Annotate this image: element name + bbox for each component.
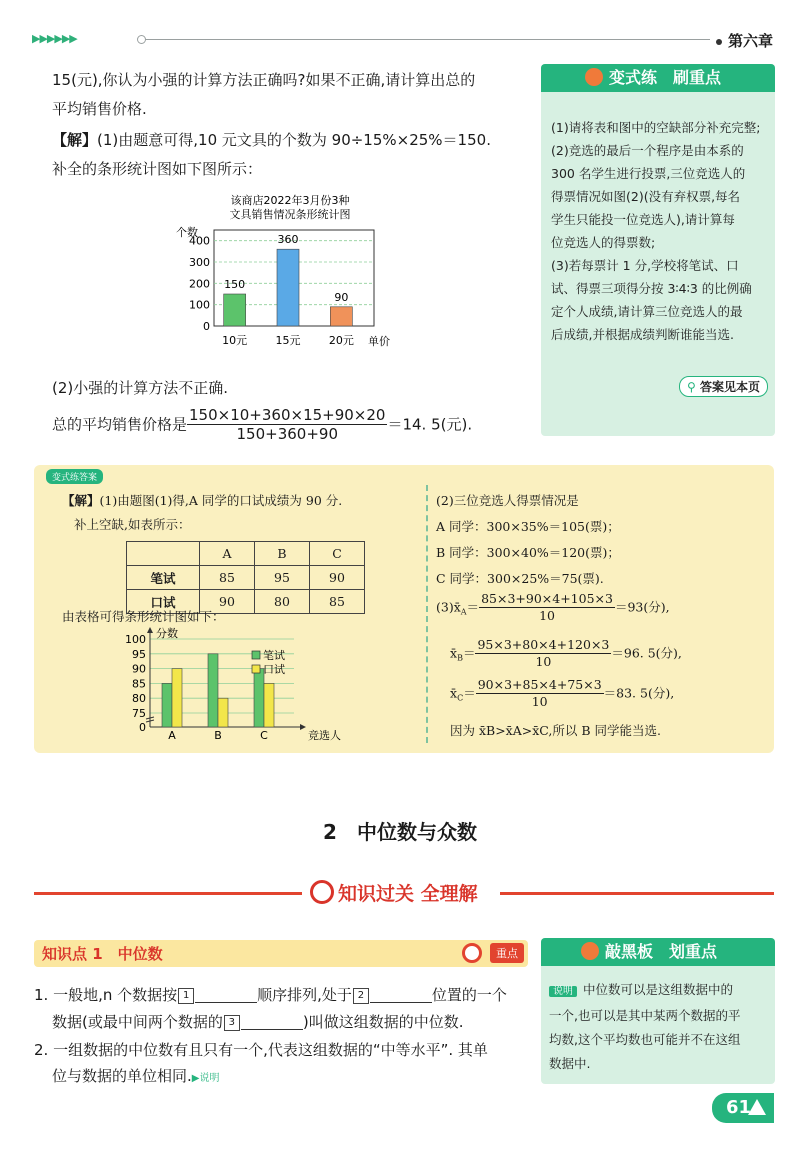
exercise-line: 位竞选人的得票数; — [551, 235, 656, 250]
answer-right-line-3: B 同学：300×40%＝120(票)； — [436, 545, 620, 560]
header-dot — [137, 35, 146, 44]
average-result: ＝14. 5(元). — [387, 415, 473, 434]
x-tick-label: A — [168, 729, 176, 742]
chart1-ticks — [189, 235, 210, 333]
table-cell: 口试 — [127, 590, 200, 614]
mean-b-fraction — [475, 637, 611, 670]
chart2-xlabel: 竞选人 — [308, 729, 341, 742]
table-cell: 笔试 — [127, 566, 200, 590]
blackboard-header — [541, 938, 775, 966]
mean-a-sub: A — [460, 607, 467, 617]
y-tick-label: 0 — [203, 320, 210, 333]
mean-a-symbol: (3)x̄ — [436, 599, 461, 615]
bar — [224, 294, 246, 326]
blackboard-line: 数据中. — [549, 1056, 591, 1071]
solution-line-1 — [52, 128, 491, 152]
y-tick-label: 75 — [132, 707, 146, 720]
answer-right-line-7 — [450, 677, 674, 710]
y-tick-label: 0 — [139, 721, 146, 734]
fill-blank[interactable] — [241, 1013, 303, 1030]
mean-a-result: ＝93(分), — [614, 599, 670, 615]
exercise-panel — [541, 64, 775, 436]
answer-left-line-2: 补上空缺,如表所示： — [74, 517, 191, 532]
score-bar-chart — [112, 627, 372, 745]
knowledge-line-2 — [52, 1010, 463, 1034]
average-fraction — [187, 406, 387, 443]
mean-c-result: ＝83. 5(分), — [603, 685, 675, 701]
bar — [264, 683, 274, 727]
answer-link-pill[interactable] — [679, 376, 768, 397]
knowledge-text: 数据(或最中间两个数据的 — [52, 1013, 223, 1031]
table-cell — [127, 542, 200, 566]
y-tick-label: 100 — [189, 298, 210, 312]
answer-right-line-2: A 同学：300×35%＝105(票)； — [436, 519, 620, 534]
spiral-icon — [310, 880, 334, 904]
answer-box-tag: 变式练答案 — [46, 469, 103, 484]
legend-swatch-oral — [252, 665, 260, 673]
bar — [218, 698, 228, 727]
mean-c-denominator: 10 — [531, 694, 548, 709]
exercise-panel-header — [541, 64, 775, 92]
answer-right-line-1: (2)三位竞选人得票情况是 — [436, 493, 579, 508]
solution-text-1: (1)由题意可得,10 元文具的个数为 90÷15%×25%＝150. — [97, 131, 491, 149]
y-tick-label: 400 — [189, 234, 210, 248]
mean-b-sub: B — [457, 653, 463, 663]
chart2-y-arrow — [147, 627, 153, 633]
average-formula — [52, 406, 472, 443]
solution-line-3: (2)小强的计算方法不正确. — [52, 379, 229, 397]
mean-b-numerator: 95×3+80×4+120×3 — [477, 637, 610, 652]
blackboard-text: 中位数可以是这组数据中的 — [583, 982, 734, 997]
exercise-line: (3)若每票计 1 分,学校将笔试、口 — [551, 258, 739, 273]
y-tick-label: 80 — [132, 692, 146, 706]
blackboard-lines — [549, 978, 740, 1076]
table-cell: 85 — [200, 566, 255, 590]
mean-a-eq: ＝ — [466, 599, 480, 615]
y-tick-label: 300 — [189, 256, 210, 269]
average-numerator: 150×10+360×15+90×20 — [189, 406, 386, 424]
answer-link-label: 答案见本页 — [699, 380, 760, 394]
table-row — [127, 542, 365, 566]
band-line-right — [500, 892, 774, 895]
answer-left-line-1 — [62, 491, 342, 511]
average-denominator: 150+360+90 — [236, 425, 338, 443]
band-line-left — [34, 892, 302, 895]
mean-b-result: ＝96. 5(分), — [611, 645, 682, 661]
bar — [172, 669, 182, 727]
chart2-xlabels — [168, 729, 268, 742]
note-tag: 说明 — [549, 986, 577, 997]
mean-c-symbol: x̄ — [450, 685, 458, 701]
mean-a-fraction — [479, 591, 615, 624]
knowledge-text: 位置的一个 — [431, 986, 507, 1004]
answer-box — [34, 465, 774, 753]
exercise-line: (2)竞选的最后一个程序是由本系的 — [551, 143, 744, 158]
legend-swatch-written — [252, 651, 260, 659]
table-cell: 85 — [310, 590, 365, 614]
bar — [330, 307, 352, 326]
knowledge-bar — [34, 940, 528, 967]
knowledge-text: 顺序排列,处于 — [257, 986, 352, 1004]
x-tick-label: C — [260, 729, 268, 742]
bar — [277, 249, 299, 326]
bar — [208, 654, 218, 727]
knowledge-line-1 — [34, 983, 507, 1007]
blackboard-line: 一个,也可以是其中某两个数据的平 — [549, 1008, 741, 1023]
explanation-note[interactable]: ▶说明 — [191, 1073, 220, 1084]
score-table — [126, 541, 365, 614]
band-title-text: 知识过关 全理解 — [338, 883, 478, 905]
table-cell: C — [310, 542, 365, 566]
question-line-1: 15(元),你认为小强的计算方法正确吗?如果不正确,请计算出总的 — [52, 71, 476, 89]
x-tick-label: 10元 — [222, 334, 248, 347]
mean-c-numerator: 90×3+85×4+75×3 — [477, 677, 602, 692]
table-cell: B — [255, 542, 310, 566]
blackboard-title: 敲黑板 划重点 — [605, 942, 718, 961]
chart1-xlabel: 单价 — [368, 335, 390, 348]
blackboard-panel — [541, 938, 775, 1084]
teacher-avatar-icon — [581, 942, 599, 960]
x-tick-label: 15元 — [275, 334, 301, 347]
blank-number-box: 3 — [224, 1015, 240, 1031]
exercise-lines — [551, 116, 760, 346]
answer-left-line-3: 由表格可得条形统计图如下： — [62, 609, 225, 624]
table-row — [127, 566, 365, 590]
chapter-label: 第六章 — [716, 30, 773, 51]
chart2-ylabel: 分数 — [156, 627, 178, 640]
table-cell: 90 — [200, 590, 255, 614]
header-arrows: ▶▶▶▶▶▶ — [32, 32, 77, 45]
fill-blank[interactable] — [195, 986, 257, 1003]
legend-label-written: 笔试 — [263, 649, 285, 662]
fill-blank[interactable] — [370, 986, 432, 1003]
table-cell: 80 — [255, 590, 310, 614]
knowledge-line-3: 2. 一组数据的中位数有且只有一个,代表这组数据的“中等水平”. 其单 — [34, 1041, 488, 1059]
x-tick-label: 20元 — [328, 334, 354, 347]
blackboard-line — [549, 978, 740, 1004]
y-tick-label: 100 — [125, 633, 146, 646]
data-label: 150 — [224, 278, 246, 291]
band-title — [310, 879, 478, 906]
legend-label-oral: 口试 — [263, 663, 285, 676]
y-tick-label: 200 — [189, 277, 210, 291]
target-icon — [462, 943, 482, 963]
sales-bar-chart — [170, 190, 410, 360]
exercise-panel-title: 变式练 刷重点 — [609, 68, 722, 87]
mean-a-denominator: 10 — [539, 608, 555, 623]
average-prefix: 总的平均销售价格是 — [52, 415, 188, 434]
blank-number-box: 1 — [178, 988, 194, 1004]
knowledge-text: 1. 一般地,n 个数据按 — [34, 986, 178, 1004]
table-cell: 90 — [310, 566, 365, 590]
mean-a-numerator: 85×3+90×4+105×3 — [481, 591, 613, 606]
knowledge-line-4 — [52, 1064, 219, 1091]
data-label: 360 — [277, 233, 299, 247]
exercise-line: 后成绩,并根据成绩判断谁能当选. — [551, 327, 734, 342]
mean-b-eq: ＝ — [462, 645, 476, 661]
table-cell: 95 — [255, 566, 310, 590]
exercise-line: 300 名学生进行投票,三位竞选人的 — [551, 166, 746, 181]
chart1-ylabel: 个数 — [176, 226, 198, 239]
answer-right-line-6 — [450, 637, 682, 670]
exercise-line: 得票情况如图(2)(没有弃权票,每名 — [551, 189, 741, 204]
chart2-x-arrow — [300, 724, 306, 730]
knowledge-text: 位与数据的单位相同. — [52, 1067, 192, 1085]
y-tick-label: 95 — [132, 647, 146, 661]
answer-box-divider — [426, 485, 428, 743]
section-title: 2 中位数与众数 — [323, 820, 477, 844]
table-cell: A — [200, 542, 255, 566]
chart2-ticks — [125, 633, 146, 734]
teacher-avatar-icon — [585, 68, 603, 86]
y-tick-label: 85 — [132, 677, 146, 691]
mean-c-sub: C — [457, 693, 464, 703]
solution-line-2: 补全的条形统计图如下图所示： — [52, 160, 263, 178]
answer-left-text-1: (1)由题图(1)得,A 同学的口试成绩为 90 分. — [99, 493, 343, 508]
exercise-line: 定个人成绩,请计算三位竞选人的最 — [551, 304, 743, 319]
blackboard-line: 均数,这个平均数也可能并不在这组 — [549, 1032, 741, 1047]
chart1-title-2: 文具销售情况条形统计图 — [229, 208, 351, 221]
question-line-2: 平均销售价格. — [52, 100, 147, 118]
y-tick-label: 90 — [132, 662, 146, 676]
answer-sol-tag: 【解】 — [62, 493, 100, 508]
mean-c-fraction — [476, 677, 604, 710]
chart1-title-1: 该商店2022年3月份3种 — [230, 194, 350, 207]
solution-tag: 【解】 — [52, 131, 98, 149]
pin-icon: ⚲ — [687, 380, 696, 394]
mean-b-symbol: x̄ — [450, 645, 458, 661]
exercise-line: 学生只能投一位竞选人),请计算每 — [551, 212, 735, 227]
knowledge-title: 知识点 1 中位数 — [42, 945, 163, 963]
exercise-line: (1)请将表和图中的空缺部分补充完整; — [551, 120, 761, 135]
data-label: 90 — [334, 290, 349, 304]
chart1-bars — [224, 233, 353, 326]
key-point-badge: 重点 — [490, 943, 524, 963]
bar — [254, 669, 264, 727]
answer-right-line-8: 因为 x̄B>x̄A>x̄C,所以 B 同学能当选. — [450, 723, 661, 738]
mean-b-denominator: 10 — [535, 654, 552, 669]
mean-c-eq: ＝ — [463, 685, 476, 701]
header-rule — [140, 39, 710, 40]
x-tick-label: B — [214, 729, 222, 742]
answer-right-line-5 — [436, 591, 670, 624]
exercise-line: 试、得票三项得分按 3∶4∶3 的比例确 — [551, 281, 752, 296]
chart1-xlabels — [222, 334, 354, 347]
blank-number-box: 2 — [353, 988, 369, 1004]
answer-right-line-4: C 同学：300×25%＝75(票). — [436, 571, 604, 586]
knowledge-text: )叫做这组数据的中位数. — [302, 1013, 464, 1031]
page-number: 61 — [712, 1093, 774, 1123]
bar — [162, 683, 172, 727]
